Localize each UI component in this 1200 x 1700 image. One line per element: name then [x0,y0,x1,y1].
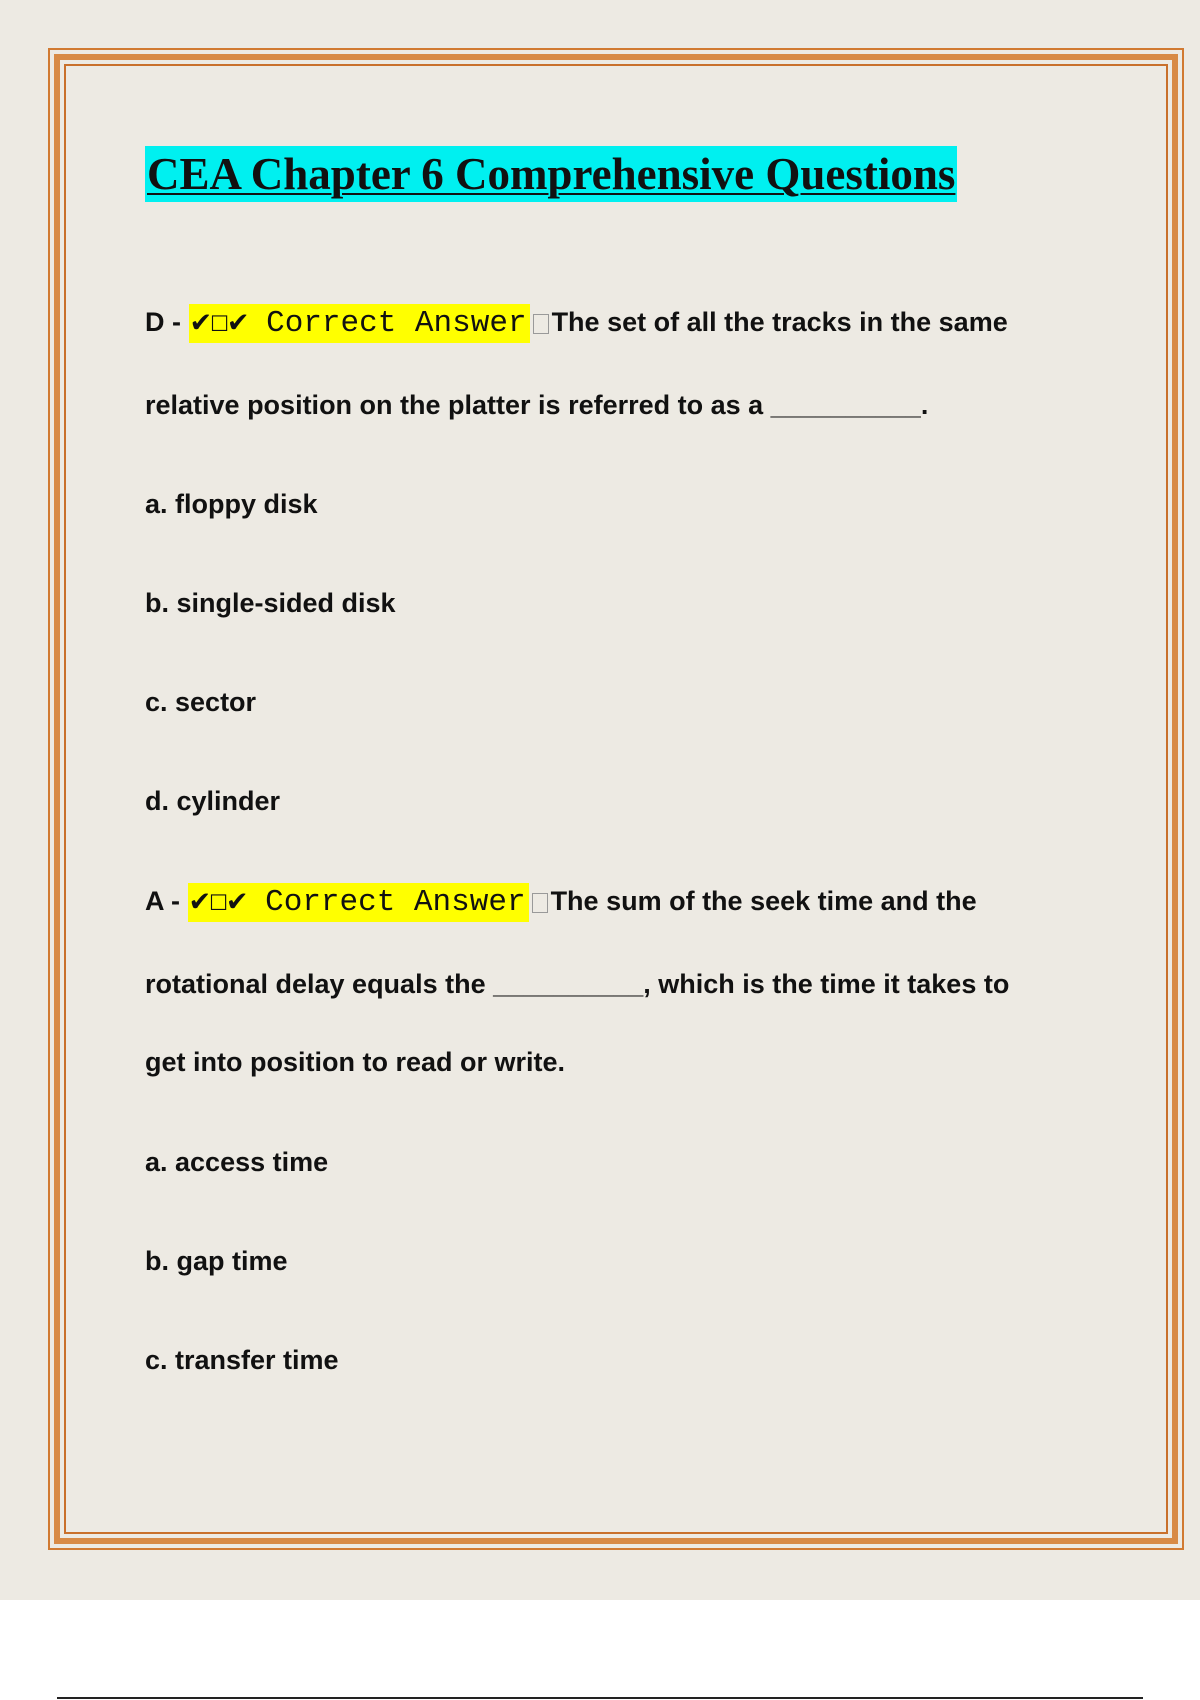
question-2-text-line-1: The sum of the seek time and the [550,886,977,916]
placeholder-box-icon [533,314,549,334]
question-1-answer-line [145,304,1008,342]
question-1-option-a: a. floppy disk [145,489,318,519]
question-2-text-line-3: get into position to read or write. [145,1047,566,1077]
answer-prefix: A - [145,886,180,916]
question-2-option-c: c. transfer time [145,1345,339,1375]
question-1-text-line-2: relative position on the platter is referred to as a __________. [145,390,929,420]
footer-divider [57,1697,1143,1699]
question-1-option-b: b. single-sided disk [145,588,396,618]
placeholder-box-icon [532,893,548,913]
question-1-text-line-1: The set of all the tracks in the same [551,307,1008,337]
question-2-option-a: a. access time [145,1147,329,1177]
answer-prefix: D - [145,307,181,337]
question-2-answer-line [145,883,977,921]
document-title: CEA Chapter 6 Comprehensive Questions [145,146,957,202]
correct-answer-badge: ✔☐✔ Correct Answer [188,883,529,922]
correct-answer-badge: ✔☐✔ Correct Answer [189,304,530,343]
question-2-option-b: b. gap time [145,1246,288,1276]
question-2-text-line-2: rotational delay equals the __________, which is the time it takes to [145,969,1010,999]
question-1-option-c: c. sector [145,687,257,717]
question-1-option-d: d. cylinder [145,786,281,816]
